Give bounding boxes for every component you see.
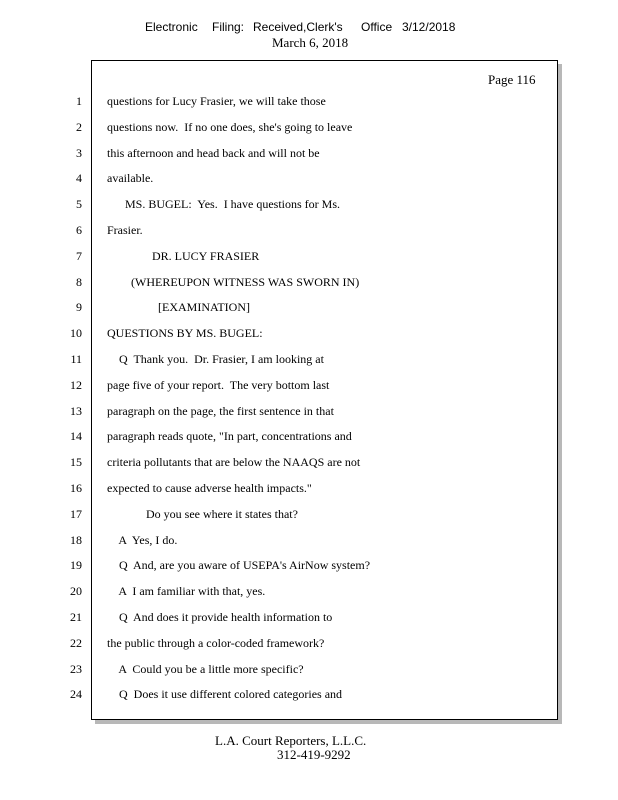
filing-word: Electronic <box>145 20 198 34</box>
line-number: 6 <box>76 222 82 237</box>
transcript-line <box>0 477 618 503</box>
line-text: MS. BUGEL: Yes. I have questions for Ms. <box>107 197 341 212</box>
line-text: criteria pollutants that are below the NAAQS are not <box>107 455 361 470</box>
transcript-line <box>0 503 618 529</box>
transcript-line <box>0 322 618 348</box>
line-text: QUESTIONS BY MS. BUGEL: <box>107 326 263 341</box>
transcript-line <box>0 451 618 477</box>
line-number: 18 <box>70 532 82 547</box>
line-text: A Yes, I do. <box>107 532 178 547</box>
line-number: 24 <box>70 687 82 702</box>
line-text: [EXAMINATION] <box>107 300 250 315</box>
line-text: available. <box>107 171 154 186</box>
transcript-line <box>0 683 618 709</box>
line-text: the public through a color-coded framework? <box>107 635 325 650</box>
line-text: questions now. If no one does, she's going to leave <box>107 119 353 134</box>
filing-word: Filing: <box>212 20 245 34</box>
line-number: 14 <box>70 429 82 444</box>
line-number: 13 <box>70 403 82 418</box>
line-number: 7 <box>76 248 82 263</box>
line-text: A Could you be a little more specific? <box>107 661 304 676</box>
line-number: 5 <box>76 197 82 212</box>
line-text: page five of your report. The very bottom last <box>107 377 330 392</box>
transcript-line <box>0 193 618 219</box>
line-text: (WHEREUPON WITNESS WAS SWORN IN) <box>107 274 360 289</box>
line-text: paragraph reads quote, "In part, concentrations and <box>107 429 352 444</box>
transcript-line <box>0 632 618 658</box>
line-number: 4 <box>76 171 82 186</box>
line-text: Q Thank you. Dr. Frasier, I am looking at <box>107 351 324 366</box>
line-text: questions for Lucy Frasier, we will take those <box>107 94 326 108</box>
line-text: DR. LUCY FRASIER <box>107 248 260 263</box>
filing-word: Received,Clerk's <box>253 20 343 34</box>
line-number: 1 <box>76 94 82 108</box>
line-number: 12 <box>70 377 82 392</box>
line-number: 22 <box>70 635 82 650</box>
line-text: Q And does it provide health information to <box>107 609 333 624</box>
transcript-line <box>0 374 618 400</box>
transcript-line <box>0 658 618 684</box>
court-reporter-phone: 312-419-9292 <box>277 747 351 762</box>
line-number: 3 <box>76 145 82 160</box>
line-number: 15 <box>70 455 82 470</box>
line-text: paragraph on the page, the first sentence in that <box>107 403 334 418</box>
line-number: 17 <box>70 506 82 521</box>
transcript-line <box>0 529 618 555</box>
line-text: Q And, are you aware of USEPA's AirNow system? <box>107 558 371 573</box>
transcript-line <box>0 90 618 116</box>
filing-word: Office <box>361 20 393 34</box>
filing-word: 3/12/2018 <box>402 20 456 34</box>
line-text: this afternoon and head back and will not be <box>107 145 320 160</box>
transcript-line <box>0 142 618 168</box>
page-number: Page 116 <box>488 72 536 87</box>
transcript-line <box>0 219 618 245</box>
transcript-line <box>0 296 618 322</box>
line-number: 9 <box>76 300 82 315</box>
line-number: 11 <box>70 351 82 366</box>
transcript-line <box>0 271 618 297</box>
transcript-lines <box>0 90 618 709</box>
line-number: 10 <box>70 326 82 341</box>
transcript-line <box>0 167 618 193</box>
transcript-line <box>0 554 618 580</box>
line-number: 21 <box>70 609 82 624</box>
line-number: 23 <box>70 661 82 676</box>
line-number: 8 <box>76 274 82 289</box>
filing-stamp <box>0 20 618 36</box>
transcript-line <box>0 400 618 426</box>
line-text: A I am familiar with that, yes. <box>107 584 266 599</box>
line-text: Frasier. <box>107 222 143 237</box>
transcript-line <box>0 606 618 632</box>
transcript-line <box>0 348 618 374</box>
transcript-line <box>0 245 618 271</box>
line-text: expected to cause adverse health impacts." <box>107 480 312 495</box>
line-text: Q Does it use different colored categories and <box>107 687 343 702</box>
line-number: 16 <box>70 480 82 495</box>
line-text: Do you see where it states that? <box>107 506 298 521</box>
line-number: 2 <box>76 119 82 134</box>
transcript-date: March 6, 2018 <box>272 35 349 50</box>
line-number: 20 <box>70 584 82 599</box>
transcript-line <box>0 116 618 142</box>
line-number: 19 <box>70 558 82 573</box>
court-reporter-name: L.A. Court Reporters, L.L.C. <box>215 733 367 748</box>
transcript-line <box>0 425 618 451</box>
transcript-line <box>0 580 618 606</box>
